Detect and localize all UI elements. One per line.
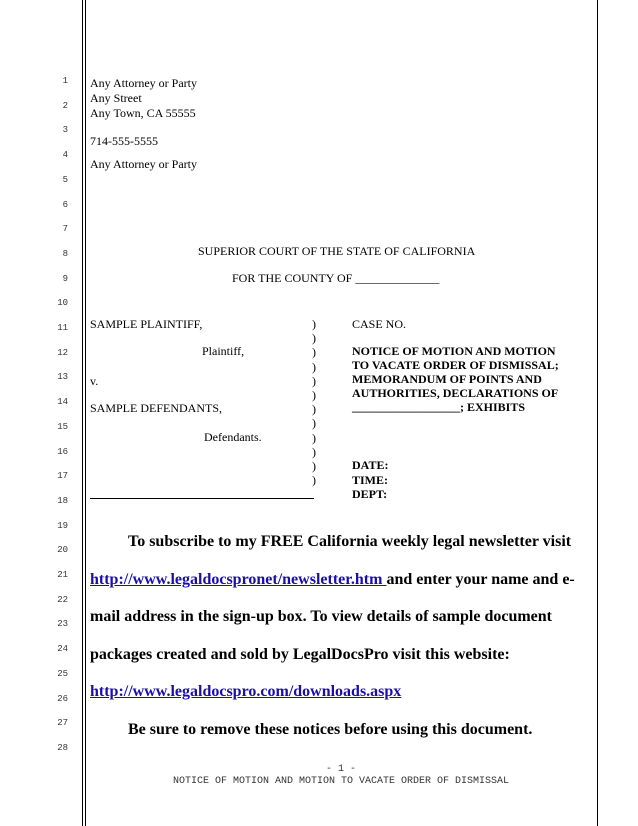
document-title-line: NOTICE OF MOTION AND MOTION [352,344,556,358]
court-name: SUPERIOR COURT OF THE STATE OF CALIFORNIA [198,244,476,258]
document-title-line: AUTHORITIES, DECLARATIONS OF [352,386,559,400]
line-number: 9 [62,273,68,284]
versus-label: v. [90,374,99,388]
dept-label: DEPT: [352,487,388,501]
line-number: 26 [57,693,68,704]
line-number: 25 [57,668,68,679]
line-number: 19 [57,520,68,531]
line-number: 4 [62,150,68,161]
document-title-line: __________________; EXHIBITS [352,400,526,414]
defendant-role: Defendants. [204,430,262,444]
paren: ) [312,373,316,388]
line-number: 23 [57,619,68,630]
line-number: 27 [57,718,68,729]
defendant-name: SAMPLE DEFENDANTS, [90,401,223,415]
pleading-rule-right [597,0,598,826]
case-number-label: CASE NO. [352,317,407,331]
paren: ) [312,345,316,360]
line-number: 7 [62,224,68,235]
line-number: 21 [57,570,68,580]
paren: ) [312,430,316,445]
line-number: 15 [57,421,68,432]
paren: ) [312,416,316,431]
paren: ) [312,459,316,474]
notice-line-1: To subscribe to my FREE California weekly legal newsletter visit [128,533,572,550]
footer-title: NOTICE OF MOTION AND MOTION TO VACATE ORDER OF DISMISSAL [172,776,510,787]
page-number: - 1 - [325,764,356,775]
date-label: DATE: [352,458,389,472]
document-title-line: MEMORANDUM OF POINTS AND [352,372,542,386]
pleading-rule-left-outer [82,0,83,826]
attorney-street: Any Street [90,91,142,105]
plaintiff-role: Plaintiff, [202,344,245,358]
line-number: 6 [62,199,68,210]
time-label: TIME: [352,473,388,487]
paren: ) [312,473,316,488]
notice-line-2-text: and enter your name and e- [386,571,575,588]
paren: ) [312,317,316,331]
line-number: 11 [57,323,68,333]
paren: ) [312,444,316,459]
footer-rule [86,760,597,761]
notice-line-2 [90,571,575,589]
caption-rule [90,498,314,499]
attorney-name: Any Attorney or Party [90,76,197,90]
notice-line-6: Be sure to remove these notices before using this document. [128,721,533,738]
line-number: 8 [62,248,68,259]
line-number: 18 [57,495,68,506]
notice-line-3: mail address in the sign-up box. To view details of sample document [90,608,552,625]
line-number: 28 [57,742,68,753]
line-number: 1 [62,76,68,86]
line-number: 22 [57,594,68,605]
document-title-line: TO VACATE ORDER OF DISMISSAL; [352,358,559,372]
plaintiff-name: SAMPLE PLAINTIFF, [90,317,203,331]
paren: ) [312,359,316,374]
line-number: 17 [57,471,68,482]
notice-line-4: packages created and sold by LegalDocsPro visit this website: [90,646,510,663]
line-number: 3 [62,125,68,136]
line-number: 20 [57,545,68,556]
attorney-for: Any Attorney or Party [90,157,197,171]
paren: ) [312,331,316,346]
paren: ) [312,388,316,403]
line-number: 24 [57,644,68,655]
line-number: 12 [57,347,68,358]
caption-parens [312,317,316,487]
paren: ) [312,402,316,417]
line-number: 10 [57,298,68,309]
downloads-link[interactable]: http://www.legaldocspro.com/downloads.aspx [90,683,402,700]
court-county: FOR THE COUNTY OF ______________ [232,271,440,285]
newsletter-link[interactable]: http://www.legaldocspronet/newsletter.htm [90,571,387,588]
line-number: 14 [57,397,68,408]
line-number: 13 [57,372,68,383]
notice-line-5 [90,683,401,701]
line-number: 5 [62,174,68,185]
attorney-phone: 714-555-5555 [90,134,158,148]
document-title [352,344,559,414]
pleading-rule-left-inner [85,0,86,826]
line-number: 16 [57,446,68,457]
line-number: 2 [62,100,68,111]
attorney-city: Any Town, CA 55555 [90,106,196,120]
